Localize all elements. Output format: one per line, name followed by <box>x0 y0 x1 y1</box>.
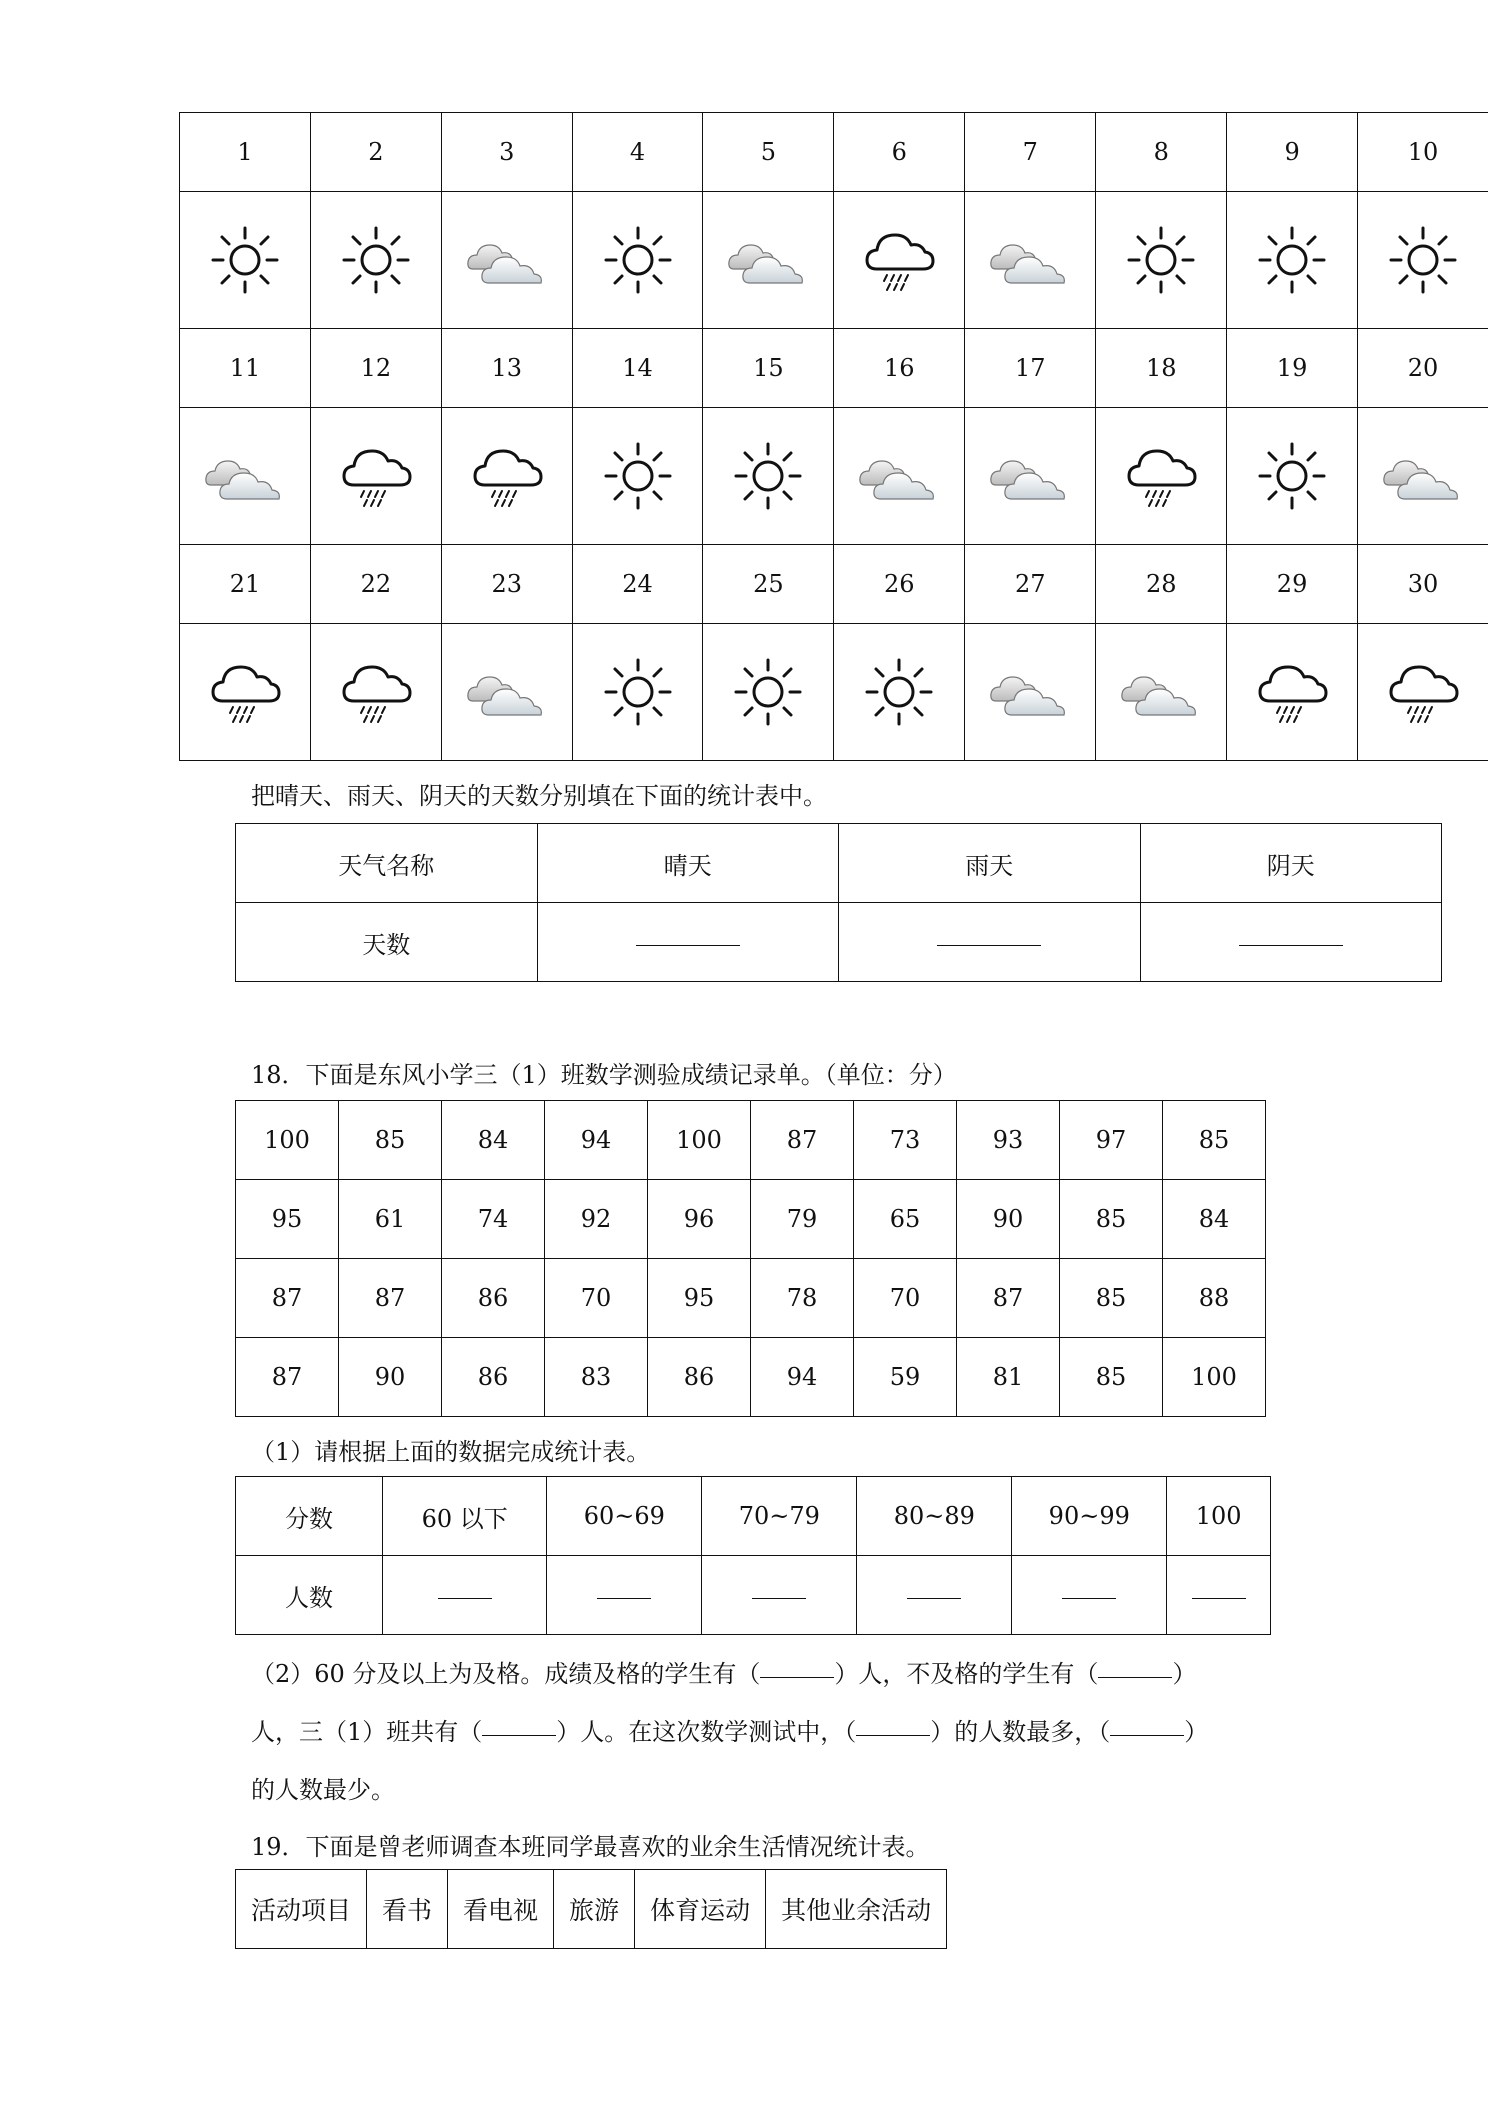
day-number: 1 <box>180 113 311 192</box>
rain-icon <box>180 657 310 727</box>
cloud-icon <box>1358 445 1488 507</box>
weather-cell <box>572 192 703 329</box>
score-cell: 85 <box>1163 1101 1266 1180</box>
score-cell: 87 <box>236 1259 339 1338</box>
sun-icon <box>703 440 833 512</box>
score-cell: 84 <box>442 1101 545 1180</box>
activity-table <box>235 1869 947 1949</box>
weather-icon-row <box>180 408 1488 545</box>
day-number: 4 <box>572 113 703 192</box>
weather-cell <box>310 408 441 545</box>
weather-cell <box>310 624 441 761</box>
weather-cell <box>703 192 834 329</box>
rain-icon <box>834 225 964 295</box>
day-number: 6 <box>834 113 965 192</box>
weather-cell <box>1227 408 1358 545</box>
day-number: 11 <box>180 329 311 408</box>
most-range-blank[interactable] <box>856 1731 930 1736</box>
day-number: 27 <box>965 545 1096 624</box>
header-rainy: 雨天 <box>839 824 1141 903</box>
count-blank-90-99[interactable] <box>1012 1556 1167 1635</box>
header-sunny: 晴天 <box>537 824 839 903</box>
day-number-row <box>180 545 1488 624</box>
pass-count-blank[interactable] <box>760 1673 834 1678</box>
row-label-days: 天数 <box>236 903 538 982</box>
count-blank-below-60[interactable] <box>383 1556 547 1635</box>
cloud-icon <box>703 229 833 291</box>
rain-icon <box>1358 657 1488 727</box>
header-range-below-60: 60 以下 <box>383 1477 547 1556</box>
cloud-icon <box>442 661 572 723</box>
q18-part2-line1 <box>251 1654 1196 1689</box>
score-cell: 95 <box>648 1259 751 1338</box>
sun-icon <box>311 224 441 296</box>
score-row <box>236 1259 1266 1338</box>
header-range-70-79: 70~79 <box>702 1477 857 1556</box>
count-blank-70-79[interactable] <box>702 1556 857 1635</box>
score-cell: 86 <box>442 1338 545 1417</box>
q18-part2-text-f: ）的人数最多，（ <box>930 1718 1111 1746</box>
score-row <box>236 1338 1266 1417</box>
rain-icon <box>311 441 441 511</box>
weather-cell <box>965 624 1096 761</box>
score-cell: 86 <box>648 1338 751 1417</box>
score-row <box>236 1101 1266 1180</box>
weather-cell <box>703 408 834 545</box>
score-cell: 100 <box>236 1101 339 1180</box>
q18-part2-text-g: ） <box>1184 1718 1209 1746</box>
day-number: 15 <box>703 329 834 408</box>
score-cell: 61 <box>339 1180 442 1259</box>
sun-icon <box>573 224 703 296</box>
weather-cell <box>703 624 834 761</box>
score-cell: 87 <box>339 1259 442 1338</box>
cloud-icon <box>1096 661 1226 723</box>
cloud-icon <box>965 445 1095 507</box>
day-number: 25 <box>703 545 834 624</box>
q18-part2-line3: 的人数最少。 <box>251 1776 395 1804</box>
score-cell: 85 <box>339 1101 442 1180</box>
day-number: 5 <box>703 113 834 192</box>
day-number: 17 <box>965 329 1096 408</box>
weather-cell <box>441 192 572 329</box>
weather-cell <box>1227 192 1358 329</box>
score-range-table <box>235 1476 1271 1635</box>
score-row <box>236 1180 1266 1259</box>
day-number: 12 <box>310 329 441 408</box>
score-cell: 90 <box>339 1338 442 1417</box>
header-range-100: 100 <box>1167 1477 1271 1556</box>
rain-icon <box>311 657 441 727</box>
score-cell: 100 <box>648 1101 751 1180</box>
score-cell: 88 <box>1163 1259 1266 1338</box>
score-cell: 85 <box>1060 1180 1163 1259</box>
day-number: 16 <box>834 329 965 408</box>
score-cell: 96 <box>648 1180 751 1259</box>
weather-cell <box>1357 408 1488 545</box>
header-range-80-89: 80~89 <box>857 1477 1012 1556</box>
score-cell: 84 <box>1163 1180 1266 1259</box>
day-number: 7 <box>965 113 1096 192</box>
rain-icon <box>1227 657 1357 727</box>
q18-part2-text-b: ）人，不及格的学生有（ <box>834 1660 1099 1688</box>
q18-part2-line2 <box>251 1712 1208 1747</box>
weather-icon-row <box>180 624 1488 761</box>
day-number: 10 <box>1357 113 1488 192</box>
score-cell: 70 <box>854 1259 957 1338</box>
score-cell: 70 <box>545 1259 648 1338</box>
rainy-days-blank[interactable] <box>839 903 1141 982</box>
weather-cell <box>834 408 965 545</box>
weather-cell <box>965 192 1096 329</box>
count-blank-80-89[interactable] <box>857 1556 1012 1635</box>
cloudy-days-blank[interactable] <box>1140 903 1442 982</box>
weather-cell <box>834 192 965 329</box>
sun-icon <box>180 224 310 296</box>
day-number: 3 <box>441 113 572 192</box>
score-cell: 92 <box>545 1180 648 1259</box>
header-activity-item: 活动项目 <box>236 1870 367 1949</box>
weather-cell <box>310 192 441 329</box>
cloud-icon <box>442 229 572 291</box>
day-number: 23 <box>441 545 572 624</box>
header-sports: 体育运动 <box>635 1870 766 1949</box>
weather-cell <box>1357 192 1488 329</box>
day-number: 20 <box>1357 329 1488 408</box>
fail-count-blank[interactable] <box>1098 1673 1172 1678</box>
count-blank-100[interactable] <box>1167 1556 1271 1635</box>
sun-icon <box>573 440 703 512</box>
q18-part2-text-d: 人，三（1）班共有（ <box>251 1718 483 1746</box>
sun-icon <box>1096 224 1226 296</box>
score-cell: 85 <box>1060 1338 1163 1417</box>
day-number: 29 <box>1227 545 1358 624</box>
header-weather-name: 天气名称 <box>236 824 538 903</box>
header-range-90-99: 90~99 <box>1012 1477 1167 1556</box>
weather-cell <box>1096 408 1227 545</box>
score-cell: 85 <box>1060 1259 1163 1338</box>
score-cell: 94 <box>751 1338 854 1417</box>
header-reading: 看书 <box>367 1870 448 1949</box>
cloud-icon <box>834 445 964 507</box>
weather-instruction: 把晴天、雨天、阴天的天数分别填在下面的统计表中。 <box>251 782 827 810</box>
weather-cell <box>180 408 311 545</box>
rain-icon <box>442 441 572 511</box>
day-number: 22 <box>310 545 441 624</box>
score-cell: 83 <box>545 1338 648 1417</box>
score-cell: 95 <box>236 1180 339 1259</box>
weather-cell <box>834 624 965 761</box>
score-cell: 65 <box>854 1180 957 1259</box>
row-label-count: 人数 <box>236 1556 383 1635</box>
q18-part2-text-e: ）人。在这次数学测试中，（ <box>556 1718 857 1746</box>
weather-cell <box>180 192 311 329</box>
day-number: 30 <box>1357 545 1488 624</box>
header-score: 分数 <box>236 1477 383 1556</box>
header-range-60-69: 60~69 <box>547 1477 702 1556</box>
score-record-table <box>235 1100 1266 1417</box>
header-cloudy: 阴天 <box>1140 824 1442 903</box>
score-cell: 78 <box>751 1259 854 1338</box>
header-watching-tv: 看电视 <box>448 1870 554 1949</box>
sun-icon <box>1358 224 1488 296</box>
day-number-row <box>180 113 1488 192</box>
cloud-icon <box>965 661 1095 723</box>
sunny-days-blank[interactable] <box>537 903 839 982</box>
weather-cell <box>1096 192 1227 329</box>
least-range-blank[interactable] <box>1110 1731 1184 1736</box>
q18-title: 18．下面是东风小学三（1）班数学测验成绩记录单。（单位：分） <box>251 1061 957 1089</box>
header-travel: 旅游 <box>554 1870 635 1949</box>
day-number: 19 <box>1227 329 1358 408</box>
score-cell: 86 <box>442 1259 545 1338</box>
day-number: 28 <box>1096 545 1227 624</box>
q19-title: 19．下面是曾老师调查本班同学最喜欢的业余生活情况统计表。 <box>251 1833 930 1861</box>
total-count-blank[interactable] <box>482 1731 556 1736</box>
score-cell: 87 <box>751 1101 854 1180</box>
score-cell: 100 <box>1163 1338 1266 1417</box>
weather-cell <box>1096 624 1227 761</box>
day-number: 14 <box>572 329 703 408</box>
sun-icon <box>834 656 964 728</box>
score-cell: 90 <box>957 1180 1060 1259</box>
day-number-row <box>180 329 1488 408</box>
weather-cell <box>441 408 572 545</box>
weather-calendar-table <box>179 112 1488 761</box>
cloud-icon <box>965 229 1095 291</box>
q18-part1: （1）请根据上面的数据完成统计表。 <box>251 1438 651 1466</box>
weather-cell <box>572 624 703 761</box>
weather-cell <box>1357 624 1488 761</box>
q18-part2-text-a: （2）60 分及以上为及格。成绩及格的学生有（ <box>251 1660 761 1688</box>
weather-cell <box>1227 624 1358 761</box>
score-cell: 59 <box>854 1338 957 1417</box>
score-cell: 79 <box>751 1180 854 1259</box>
count-blank-60-69[interactable] <box>547 1556 702 1635</box>
score-cell: 97 <box>1060 1101 1163 1180</box>
day-number: 13 <box>441 329 572 408</box>
weather-cell <box>441 624 572 761</box>
score-cell: 87 <box>957 1259 1060 1338</box>
score-cell: 94 <box>545 1101 648 1180</box>
day-number: 26 <box>834 545 965 624</box>
score-cell: 87 <box>236 1338 339 1417</box>
cloud-icon <box>180 445 310 507</box>
score-cell: 74 <box>442 1180 545 1259</box>
day-number: 9 <box>1227 113 1358 192</box>
header-other-activities: 其他业余活动 <box>766 1870 947 1949</box>
weather-cell <box>180 624 311 761</box>
weather-cell <box>965 408 1096 545</box>
day-number: 24 <box>572 545 703 624</box>
sun-icon <box>703 656 833 728</box>
rain-icon <box>1096 441 1226 511</box>
sun-icon <box>1227 224 1357 296</box>
score-cell: 73 <box>854 1101 957 1180</box>
weather-summary-table <box>235 823 1442 982</box>
weather-icon-row <box>180 192 1488 329</box>
weather-cell <box>572 408 703 545</box>
day-number: 18 <box>1096 329 1227 408</box>
sun-icon <box>573 656 703 728</box>
q18-part2-text-c: ） <box>1172 1660 1197 1688</box>
sun-icon <box>1227 440 1357 512</box>
day-number: 8 <box>1096 113 1227 192</box>
day-number: 21 <box>180 545 311 624</box>
day-number: 2 <box>310 113 441 192</box>
score-cell: 93 <box>957 1101 1060 1180</box>
score-cell: 81 <box>957 1338 1060 1417</box>
